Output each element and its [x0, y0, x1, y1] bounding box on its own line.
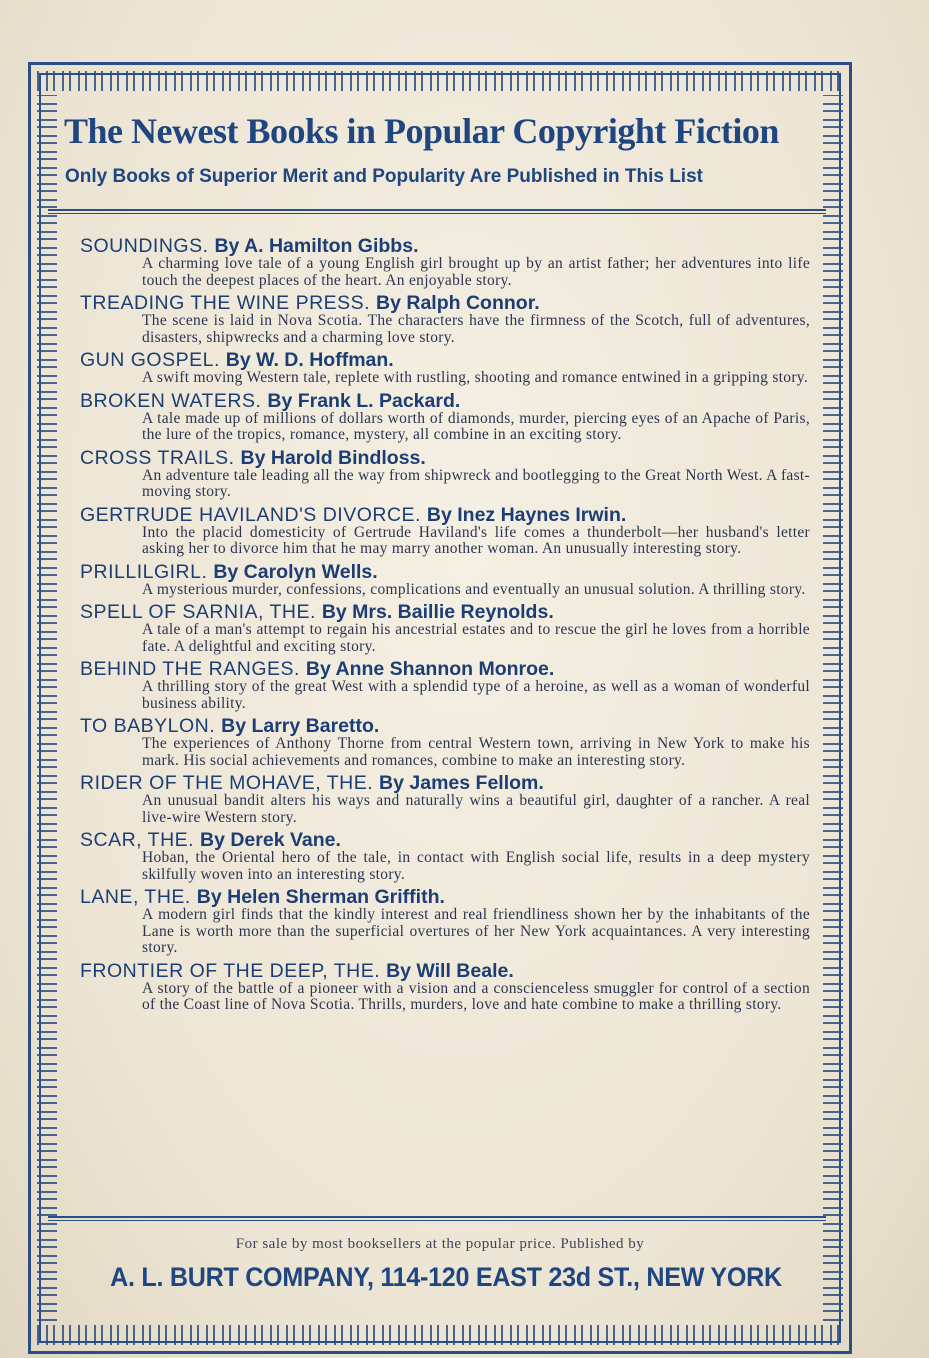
book-title: LANE, THE.	[80, 886, 191, 908]
book-title: CROSS TRAILS.	[80, 446, 235, 469]
book-author: By Helen Sherman Griffith.	[196, 886, 445, 908]
book-entry	[80, 562, 810, 599]
book-description: An adventure tale leading all the way from shipwreck and bootlegging to the Great North West. A fast-moving story.	[142, 466, 810, 500]
book-entry	[80, 830, 810, 883]
book-description: A tale made up of millions of dollars worth of diamonds, murder, piercing eyes of an Apache of Paris, the lure of the tropics, romance, mystery, all combine in an exciting story.	[142, 409, 810, 443]
book-description: A swift moving Western tale, replete with rustling, shooting and romance entwined in a gripping story.	[142, 369, 809, 386]
book-description: The experiences of Anthony Thorne from central Western town, arriving in New York to make his mark. His social achievements and romances, combine to make an interesting story.	[142, 735, 810, 769]
book-list	[80, 236, 810, 1018]
book-title: PRILLILGIRL.	[80, 560, 208, 583]
footer-note: For sale by most booksellers at the popular price. Published by	[235, 1236, 645, 1252]
book-entry	[80, 773, 810, 826]
book-title: BEHIND THE RANGES.	[80, 658, 300, 680]
book-title: TREADING THE WINE PRESS.	[80, 292, 371, 314]
book-author: By Will Beale.	[386, 959, 514, 982]
page-subtitle: Only Books of Superior Merit and Popularity Are Published in This List	[65, 166, 703, 187]
book-description: Into the placid domesticity of Gertrude Haviland's life comes a thunderbolt—her husband's letter asking her to divorce him that he may marry another woman. An unusually interesting story.	[142, 523, 810, 557]
book-author: By Harold Bindloss.	[240, 446, 426, 469]
book-description: A thrilling story of the great West with a splendid type of a heroine, as well as a woman of wonderful business ability.	[142, 678, 810, 712]
book-author: By Inez Haynes Irwin.	[426, 503, 627, 526]
book-title: TO BABYLON.	[80, 715, 216, 737]
header	[62, 110, 822, 188]
book-entry	[80, 659, 810, 712]
book-description: A modern girl finds that the kindly interest and real friendliness shown her by the inhabitants of the Lane is worth more than the superficial overtures of her New York acquaintances. A very interesting story.	[142, 906, 810, 956]
book-entry	[80, 448, 810, 501]
book-description: A charming love tale of a young English girl brought up by an artist father; her adventures into life touch the deepest places of the heart. An enjoyable story.	[142, 255, 810, 289]
book-author: By A. Hamilton Gibbs.	[214, 235, 419, 257]
book-description: Hoban, the Oriental hero of the tale, in contact with English social life, results in a deep mystery skilfully woven into an interesting story.	[142, 849, 810, 883]
book-entry	[80, 391, 810, 444]
book-description: The scene is laid in Nova Scotia. The characters have the firmness of the Scotch, full of adventures, disasters, shipwrecks and a charming love story.	[142, 312, 810, 346]
book-entry	[80, 505, 810, 558]
book-description: A story of the battle of a pioneer with a vision and a conscienceless smuggler for control of a section of the Coast line of Nova Scotia. Thrills, murders, love and hate combine to make a thrilling story.	[142, 979, 810, 1013]
book-description: A tale of a man's attempt to regain his ancestrial estates and to rescue the girl he loves from a horrible fate. A delightful and exciting story.	[142, 621, 810, 655]
top-divider	[48, 209, 826, 214]
book-title: GERTRUDE HAVILAND'S DIVORCE.	[80, 503, 421, 526]
book-author: By Carolyn Wells.	[213, 560, 378, 583]
book-entry	[80, 716, 810, 769]
book-author: By James Fellom.	[379, 772, 544, 794]
book-entry	[80, 887, 810, 957]
book-description: A mysterious murder, confessions, complications and eventually an unusual solution. A thrilling story.	[142, 580, 806, 598]
book-entry	[80, 350, 810, 387]
book-title: SPELL OF SARNIA, THE.	[80, 601, 316, 623]
book-author: By Mrs. Baillie Reynolds.	[321, 601, 554, 623]
book-entry	[80, 961, 810, 1014]
book-title: RIDER OF THE MOHAVE, THE.	[80, 772, 374, 794]
book-title: SOUNDINGS.	[80, 235, 209, 257]
book-entry	[80, 602, 810, 655]
book-title: SCAR, THE.	[80, 829, 195, 851]
book-author: By W. D. Hoffman.	[225, 349, 394, 371]
book-author: By Anne Shannon Monroe.	[305, 658, 555, 680]
book-author: By Frank L. Packard.	[267, 389, 461, 412]
book-author: By Ralph Connor.	[376, 292, 540, 314]
book-title: FRONTIER OF THE DEEP, THE.	[80, 959, 381, 982]
book-title: GUN GOSPEL.	[80, 349, 220, 371]
book-entry	[80, 293, 810, 346]
book-title: BROKEN WATERS.	[80, 389, 262, 412]
book-entry	[80, 236, 810, 289]
book-author: By Larry Baretto.	[221, 715, 380, 737]
publisher-line: A. L. BURT COMPANY, 114-120 EAST 23d ST., NEW YORK	[110, 1262, 782, 1292]
book-description: An unusual bandit alters his ways and naturally wins a beautiful girl, daughter of a rancher. A real live-wire Western story.	[142, 792, 810, 826]
bottom-divider	[48, 1216, 826, 1221]
page-title: The Newest Books in Popular Copyright Fiction	[64, 111, 779, 151]
book-author: By Derek Vane.	[200, 829, 341, 851]
